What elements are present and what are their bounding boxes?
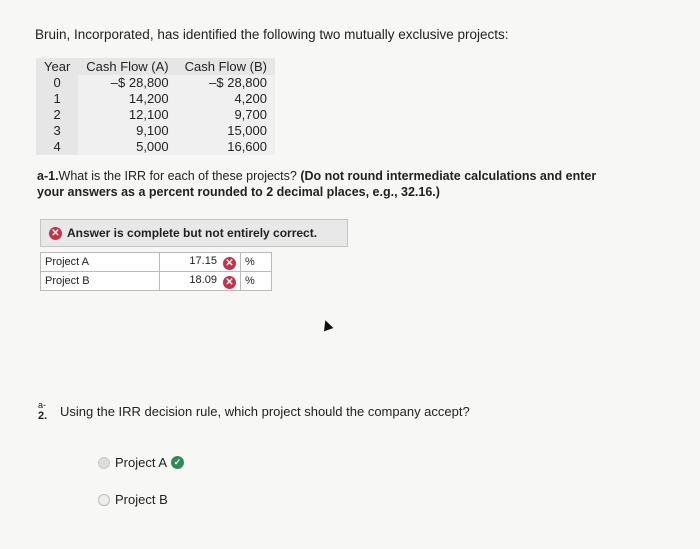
percent-unit: % — [241, 253, 272, 272]
irr-answer-table — [40, 252, 272, 291]
cashflow-a-cell: 5,000 — [78, 139, 176, 155]
question-a1-instruction: (Do not round intermediate calculations and enter your answers as a percent rounded to 2 decimal places, e.g., 32.16.) — [37, 169, 597, 199]
incorrect-icon: ✕ — [223, 257, 236, 270]
mouse-cursor-icon — [321, 319, 334, 332]
table-row — [41, 272, 272, 291]
cashflow-a-cell: –$ 28,800 — [78, 75, 176, 91]
correct-check-icon: ✓ — [171, 456, 184, 469]
cashflow-table — [36, 58, 275, 155]
year-cell: 2 — [36, 107, 78, 123]
cashflow-a-cell: 12,100 — [78, 107, 176, 123]
year-cell: 1 — [36, 91, 78, 107]
option-project-b[interactable] — [98, 492, 168, 507]
option-project-a[interactable] — [98, 455, 184, 470]
year-cell: 0 — [36, 75, 78, 91]
radio-button[interactable] — [98, 494, 110, 506]
option-label: Project B — [115, 492, 168, 507]
cashflow-b-cell: 9,700 — [177, 107, 275, 123]
cashflow-b-cell: –$ 28,800 — [177, 75, 275, 91]
incorrect-icon: ✕ — [223, 276, 236, 289]
question-a1 — [37, 168, 597, 200]
question-a2-label-bottom: 2. — [38, 410, 48, 422]
answer-label-project-a: Project A — [41, 253, 160, 272]
irr-input-project-b[interactable] — [160, 272, 241, 291]
question-a1-text: What is the IRR for each of these projects? — [58, 169, 301, 183]
question-a1-label: a-1. — [37, 169, 59, 183]
cashflow-b-cell: 16,600 — [177, 139, 275, 155]
irr-value-project-a: 17.15 — [189, 254, 217, 267]
irr-input-project-a[interactable] — [160, 253, 241, 272]
radio-button-selected[interactable] — [98, 457, 110, 469]
question-a2-label — [38, 400, 47, 422]
year-cell: 3 — [36, 123, 78, 139]
incorrect-icon: ✕ — [49, 227, 62, 240]
cashflow-b-cell: 4,200 — [177, 91, 275, 107]
answer-status-banner — [40, 219, 348, 247]
answer-label-project-b: Project B — [41, 272, 160, 291]
cashflow-a-cell: 9,100 — [78, 123, 176, 139]
cashflow-b-cell: 15,000 — [177, 123, 275, 139]
question-a2-text: Using the IRR decision rule, which project should the company accept? — [60, 404, 470, 419]
header-cashflow-a: Cash Flow (A) — [78, 58, 176, 75]
header-cashflow-b: Cash Flow (B) — [177, 58, 275, 75]
header-year: Year — [36, 58, 78, 75]
answer-status-text: Answer is complete but not entirely correct. — [67, 226, 318, 240]
year-cell: 4 — [36, 139, 78, 155]
table-row — [36, 139, 275, 155]
question-a2-label-top: a- — [38, 400, 47, 410]
table-row — [36, 91, 275, 107]
option-label: Project A — [115, 455, 168, 470]
table-row — [36, 123, 275, 139]
irr-value-project-b: 18.09 — [189, 273, 217, 286]
table-row — [41, 253, 272, 272]
percent-unit: % — [241, 272, 272, 291]
cashflow-header-row — [36, 58, 275, 75]
table-row — [36, 107, 275, 123]
cashflow-a-cell: 14,200 — [78, 91, 176, 107]
intro-text: Bruin, Incorporated, has identified the following two mutually exclusive projects: — [35, 27, 509, 42]
table-row — [36, 75, 275, 91]
